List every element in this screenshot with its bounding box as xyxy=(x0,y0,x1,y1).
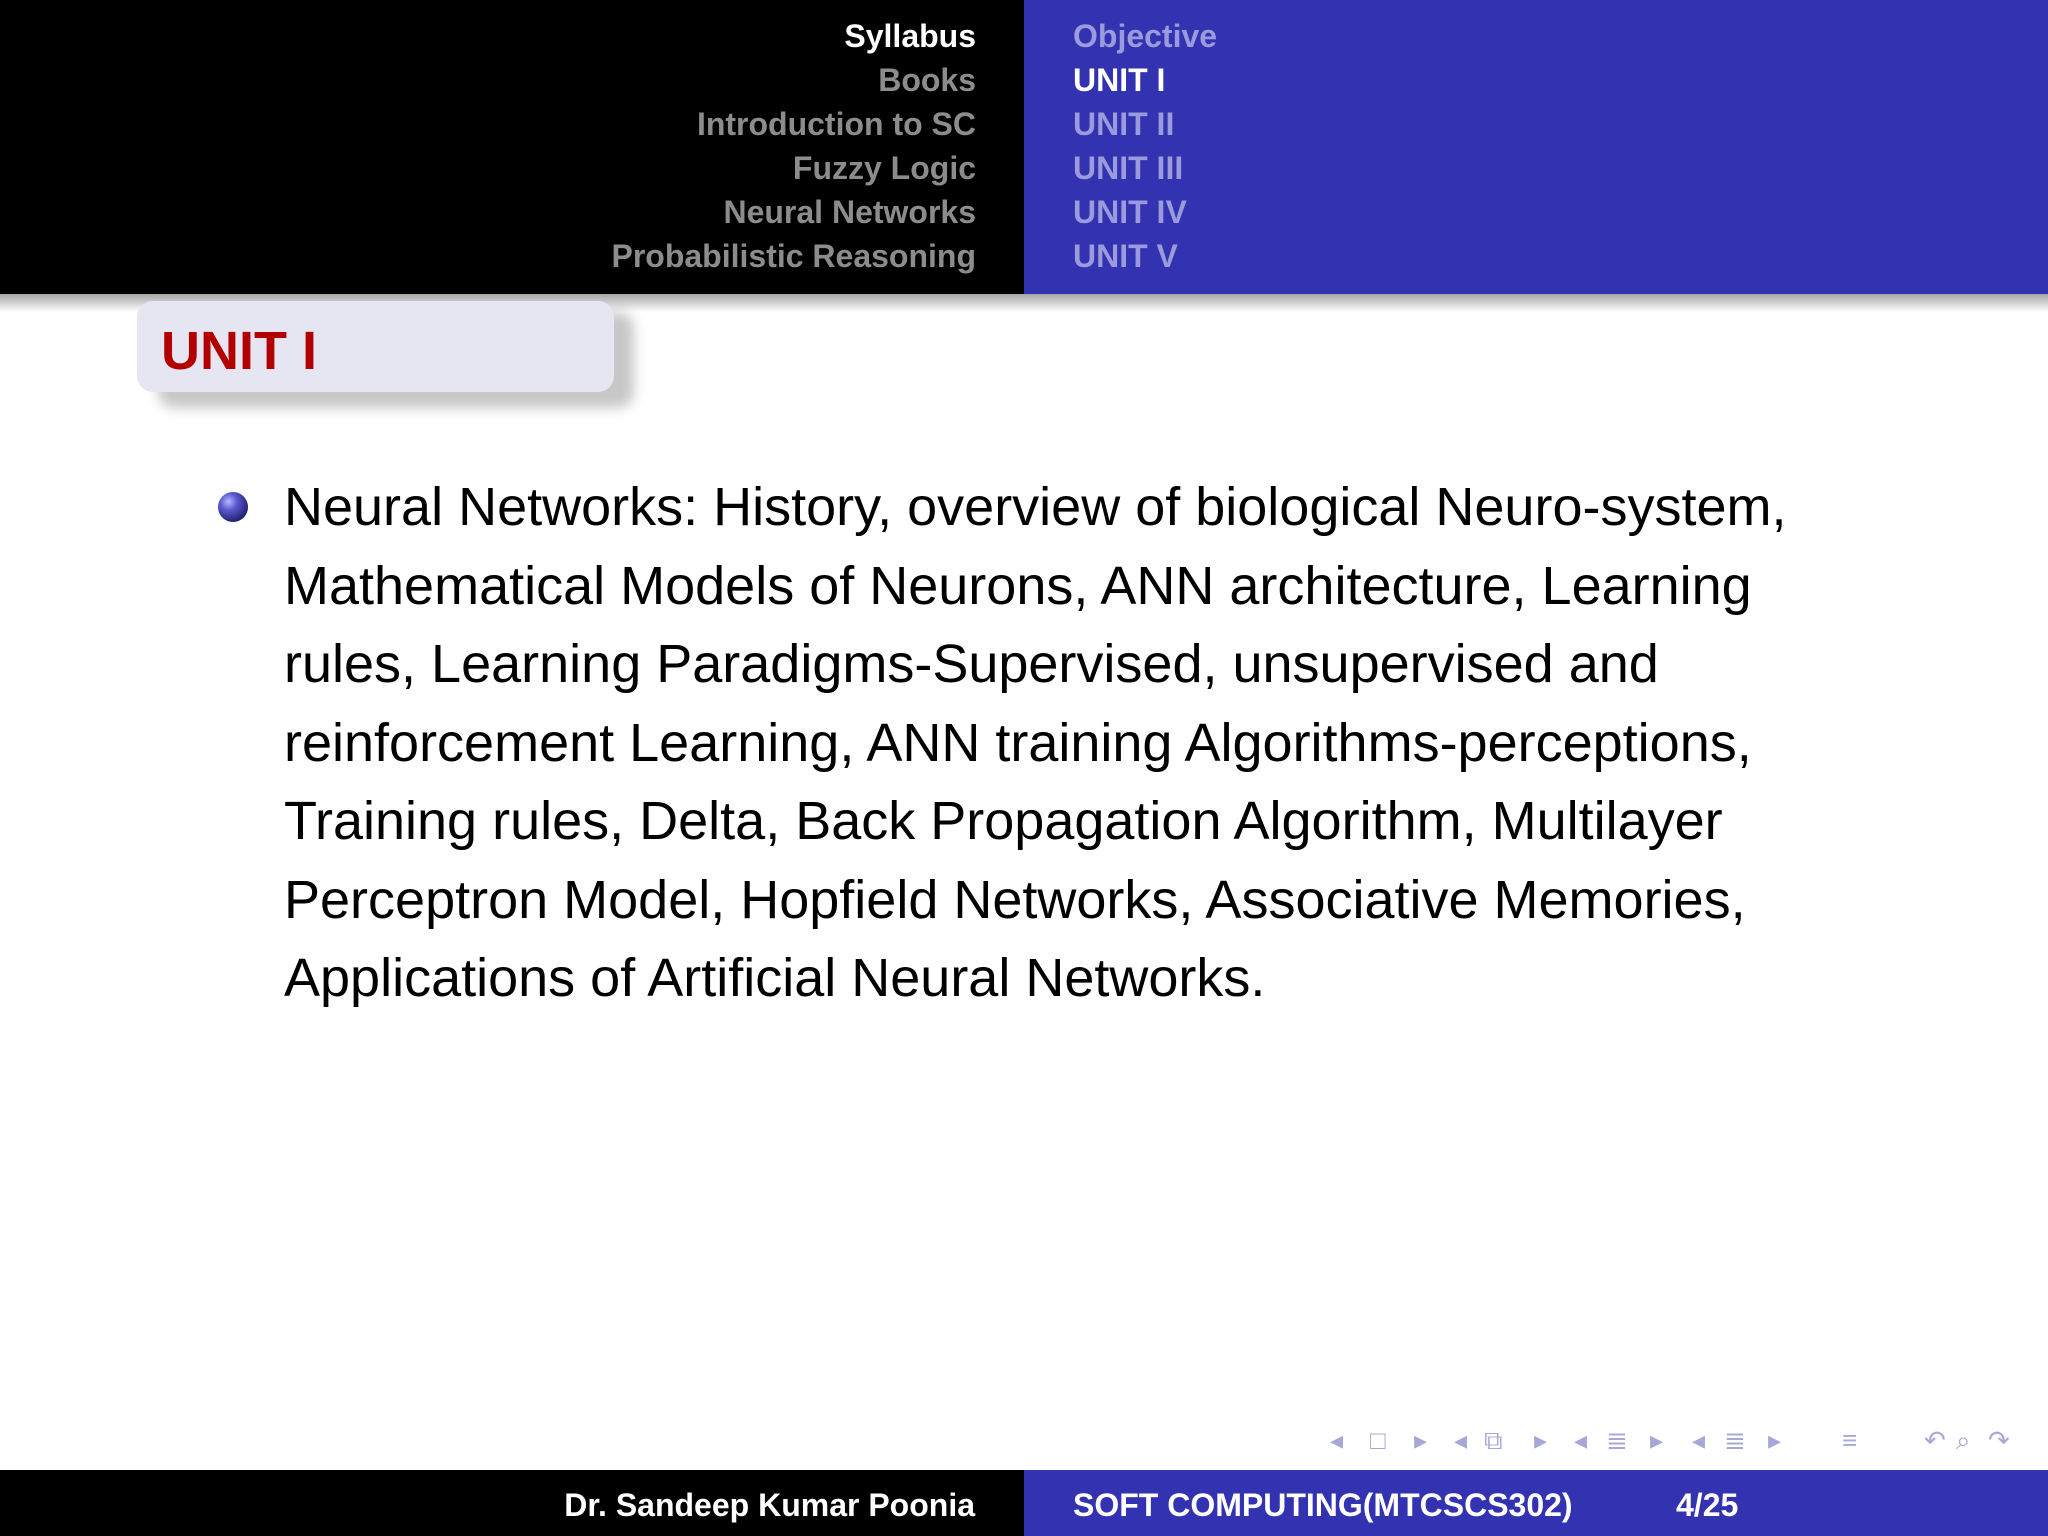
section-link-neural-networks[interactable]: Neural Networks xyxy=(723,194,976,230)
align-icon[interactable]: ≡ xyxy=(1842,1425,1858,1455)
frame-icon[interactable]: ⧉ xyxy=(1484,1425,1503,1455)
list-item xyxy=(218,468,1858,1018)
subsection-link-unit-2[interactable]: UNIT II xyxy=(1073,106,1175,142)
undo-icon[interactable]: ↶ xyxy=(1924,1425,1946,1455)
subsection-list xyxy=(1073,14,1217,278)
bullet-ball-icon xyxy=(218,492,248,522)
bullet-text: Neural Networks: History, overview of biological Neuro-system, Mathematical Models of Neurons, ANN architecture, Learning rules, Learning Paradigms-Supervised, unsupervised and reinforcement Learning, ANN training Algorithms-perceptions, Training rules, Delta, Back Propagation Algorithm, Multilayer Perceptron Model, Hopfield Networks, Associative Memories, Applications of Artificial Neural Networks. xyxy=(284,477,1787,1008)
subsection-icon[interactable]: ≣ xyxy=(1606,1425,1628,1455)
next-subsection-arrow-icon[interactable]: ▸ xyxy=(1650,1425,1664,1455)
section-link-syllabus[interactable]: Syllabus xyxy=(844,18,976,54)
frame-title: UNIT I xyxy=(161,321,317,381)
prev-subsection-arrow-icon[interactable]: ◂ xyxy=(1574,1425,1588,1455)
section-list xyxy=(611,14,976,278)
subsection-link-unit-4[interactable]: UNIT IV xyxy=(1073,194,1187,230)
slide-icon[interactable]: □ xyxy=(1370,1425,1386,1455)
redo-icon[interactable]: ↷ xyxy=(1988,1425,2010,1455)
section-link-probabilistic-reasoning[interactable]: Probabilistic Reasoning xyxy=(611,238,976,274)
section-link-introduction-to-sc[interactable]: Introduction to SC xyxy=(696,106,976,142)
frame-title-box xyxy=(137,301,614,392)
header-navigation-bar xyxy=(0,0,2048,294)
footer-page-number: 4/25 xyxy=(1676,1487,1739,1523)
prev-slide-arrow-icon[interactable]: ◂ xyxy=(1330,1425,1344,1455)
footer-course-title: SOFT COMPUTING(MTCSCS302) xyxy=(1073,1487,1573,1523)
prev-frame-arrow-icon[interactable]: ◂ xyxy=(1454,1425,1468,1455)
search-icon[interactable]: ⌕ xyxy=(1956,1425,1971,1455)
section-link-books[interactable]: Books xyxy=(878,62,976,98)
subsection-link-objective[interactable]: Objective xyxy=(1073,18,1218,54)
subsection-link-unit-3[interactable]: UNIT III xyxy=(1073,150,1184,186)
subsection-link-unit-1[interactable]: UNIT I xyxy=(1073,62,1166,98)
footer-author: Dr. Sandeep Kumar Poonia xyxy=(564,1487,975,1523)
prev-section-arrow-icon[interactable]: ◂ xyxy=(1692,1425,1706,1455)
section-icon[interactable]: ≣ xyxy=(1724,1425,1746,1455)
subsection-link-unit-5[interactable]: UNIT V xyxy=(1073,238,1178,274)
section-link-fuzzy-logic[interactable]: Fuzzy Logic xyxy=(792,150,976,186)
next-frame-arrow-icon[interactable]: ▸ xyxy=(1534,1425,1548,1455)
next-section-arrow-icon[interactable]: ▸ xyxy=(1768,1425,1782,1455)
next-slide-arrow-icon[interactable]: ▸ xyxy=(1414,1425,1428,1455)
slide-content xyxy=(218,468,1858,1018)
